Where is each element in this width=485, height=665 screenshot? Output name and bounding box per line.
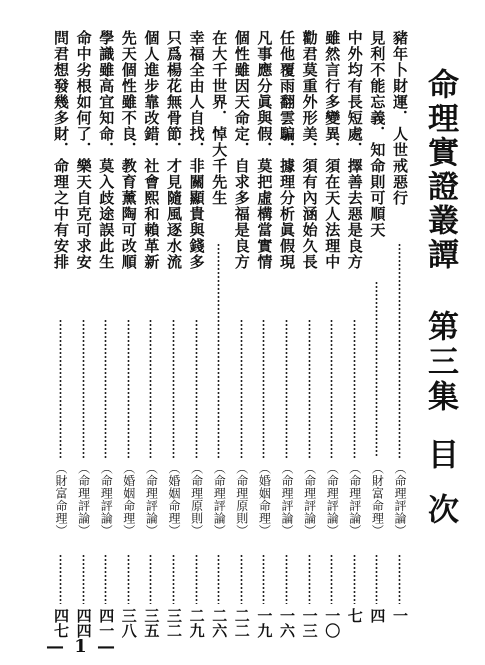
entry-page-number: 二九 xyxy=(187,608,206,638)
dot-leader xyxy=(82,554,85,604)
dot-leader xyxy=(330,554,333,604)
dot-leader xyxy=(59,319,62,458)
toc-entry[interactable] xyxy=(74,30,93,638)
entry-title: 個人進步靠改錯．社會熙和賴革新 xyxy=(142,30,161,270)
dot-leader xyxy=(353,319,356,458)
dot-leader xyxy=(149,554,152,604)
dot-leader xyxy=(262,319,265,458)
dot-leader xyxy=(195,319,198,458)
toc-entry[interactable] xyxy=(119,30,138,638)
toc-entry[interactable] xyxy=(367,30,387,623)
entry-page-number: 二六 xyxy=(210,608,229,638)
entry-page-number: 三二 xyxy=(165,608,183,638)
entry-title: 中外均有長短處．擇善去惡是良方 xyxy=(345,30,364,270)
dot-leader xyxy=(217,243,220,458)
entry-title: 學識雖高宜知命．莫入歧途誤此生 xyxy=(97,30,116,270)
entry-category: （命理原則） xyxy=(234,462,249,537)
dot-leader xyxy=(375,554,378,604)
toc-entry[interactable] xyxy=(254,30,274,638)
entry-category: （命理評論） xyxy=(144,462,159,537)
toc-entry[interactable] xyxy=(51,30,70,638)
entry-title: 雖然言行多變異．須在天人法理中 xyxy=(323,30,342,270)
dot-leader xyxy=(262,554,265,604)
dot-leader xyxy=(127,554,130,604)
book-title: 命理實證叢譚 xyxy=(422,68,458,272)
toc-entry[interactable] xyxy=(300,30,319,638)
entry-category: （婚姻命理） xyxy=(167,462,181,537)
entry-category: （命理評論） xyxy=(393,462,407,537)
entry-page-number: 一六 xyxy=(278,608,296,638)
dot-leader xyxy=(104,554,107,604)
page-number: — 1 — xyxy=(46,636,118,657)
entry-page-number: 四七 xyxy=(52,608,70,638)
dot-leader xyxy=(285,319,288,458)
entry-title: 任他覆雨翻雲騙．據理分析眞假現 xyxy=(278,30,296,270)
entry-title: 先天個性雖不良．教育薰陶可改順 xyxy=(119,30,138,270)
toc-entry[interactable] xyxy=(141,30,161,638)
entry-page-number: 一三 xyxy=(300,608,319,638)
entry-category: （命理原則） xyxy=(189,462,204,537)
toc-entry[interactable] xyxy=(164,30,183,638)
entry-title: 只爲楊花無骨節．才見隨風逐水流 xyxy=(165,30,183,270)
entry-page-number: 二二 xyxy=(232,608,251,638)
dot-leader xyxy=(330,319,333,458)
entry-page-number: 四 xyxy=(368,608,387,623)
dot-leader xyxy=(353,554,356,604)
entry-category: （命理評論） xyxy=(212,462,227,537)
entry-title: 凡事應分眞與假．莫把虛構當實情 xyxy=(255,30,274,270)
toc-entry[interactable] xyxy=(232,30,251,638)
entry-page-number: 一 xyxy=(391,608,409,623)
toc-entry[interactable] xyxy=(96,30,116,638)
dot-leader xyxy=(104,319,107,458)
dot-leader xyxy=(172,319,175,458)
entry-page-number: 四一 xyxy=(97,608,116,638)
entry-page-number: 七 xyxy=(345,608,364,623)
entry-category: （婚姻命理） xyxy=(121,462,136,537)
entry-category: （命理評論） xyxy=(347,462,362,537)
dot-leader xyxy=(398,554,401,604)
dot-leader xyxy=(285,554,288,604)
entry-category: （命理評論） xyxy=(280,462,294,537)
entry-page-number: 三五 xyxy=(142,608,161,638)
volume-label: 第三集 xyxy=(422,310,458,415)
entry-category: （財富命理） xyxy=(54,462,68,537)
dot-leader xyxy=(398,243,401,458)
dot-leader xyxy=(240,554,243,604)
entry-title: 豬年卜財運．人世戒惡行 xyxy=(391,30,409,206)
dot-leader xyxy=(217,554,220,604)
entry-title: 個性雖因天命定．自求多福是良方 xyxy=(232,30,251,270)
entry-category: （命理評論） xyxy=(99,462,114,537)
entry-category: （命理評論） xyxy=(302,462,317,537)
entry-category: （命理評論） xyxy=(325,462,340,537)
entry-title: 見利不能忘義．知命則可順天 xyxy=(368,30,387,238)
dot-leader xyxy=(82,319,85,458)
dot-leader xyxy=(308,554,311,604)
entry-category: （財富命理） xyxy=(370,462,385,537)
table-of-contents xyxy=(40,30,412,638)
entry-title: 勸君莫重外形美．須有內涵始久長 xyxy=(300,30,319,270)
entry-page-number: 一〇 xyxy=(323,608,342,638)
dot-leader xyxy=(172,554,175,604)
contents-heading: 目次 xyxy=(422,438,458,548)
dot-leader xyxy=(127,319,130,458)
entry-page-number: 三八 xyxy=(119,608,138,638)
dot-leader xyxy=(240,319,243,458)
dot-leader xyxy=(149,319,152,458)
entry-page-number: 四四 xyxy=(74,608,93,638)
toc-entry[interactable] xyxy=(345,30,364,623)
toc-entry[interactable] xyxy=(277,30,296,638)
entry-title: 問君想發幾多財．命理之中有安排 xyxy=(52,30,70,270)
toc-entry[interactable] xyxy=(187,30,206,638)
toc-entry[interactable] xyxy=(390,30,409,623)
entry-category: （命理評論） xyxy=(76,462,91,537)
entry-page-number: 一九 xyxy=(255,608,274,638)
toc-entry[interactable] xyxy=(322,30,342,638)
entry-title: 命中劣根如何了．樂天自克可求安 xyxy=(74,30,93,270)
dot-leader xyxy=(195,554,198,604)
dot-leader xyxy=(308,319,311,458)
toc-entry[interactable] xyxy=(209,30,229,638)
dot-leader xyxy=(375,281,378,458)
entry-title: 幸福全由人自找．非關顯貴與錢多 xyxy=(187,30,206,270)
entry-category: （婚姻命理） xyxy=(257,462,272,537)
entry-title: 在大千世界．悼大千先生 xyxy=(210,30,229,206)
dot-leader xyxy=(59,554,62,604)
